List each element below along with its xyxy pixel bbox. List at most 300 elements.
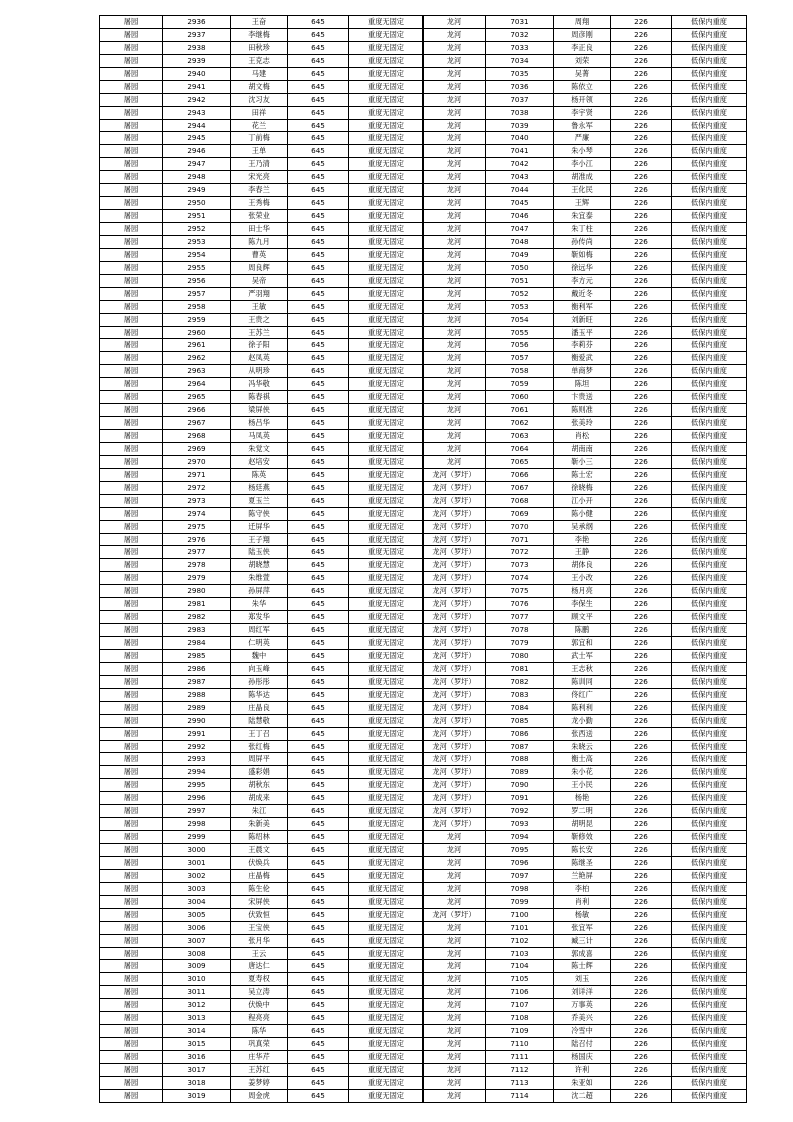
table-row [423,442,747,455]
id-cell: 7074 [486,572,554,585]
right-table-body [423,16,747,1103]
town-cell: 龙河 [423,339,486,352]
id-cell: 2974 [163,507,231,520]
town-cell: 龙河 [423,80,486,93]
table-row [423,688,747,701]
name-cell: 胡晓慧 [231,559,288,572]
category-cell: 重度无固定 [349,611,424,624]
name-cell: 王小改 [554,572,611,585]
table-row [100,210,424,223]
name-cell: 杨国庆 [554,1051,611,1064]
town-cell: 屠园 [100,844,163,857]
name-cell: 朱丁柱 [554,223,611,236]
name-cell: 卞贵送 [554,391,611,404]
category-cell: 重度无固定 [349,158,424,171]
amount-cell: 645 [288,93,349,106]
town-cell: 龙河（罗圩） [423,559,486,572]
table-row [423,856,747,869]
table-row [423,973,747,986]
id-cell: 2968 [163,430,231,443]
amount-cell: 645 [288,184,349,197]
amount-cell: 226 [611,662,672,675]
amount-cell: 645 [288,727,349,740]
category-cell: 低保内重度 [672,235,747,248]
name-cell: 乔美兴 [554,1012,611,1025]
table-row [423,934,747,947]
town-cell: 屠园 [100,533,163,546]
town-cell: 龙河 [423,235,486,248]
table-row [100,831,424,844]
name-cell: 孙彤彤 [231,675,288,688]
amount-cell: 226 [611,184,672,197]
category-cell: 重度无固定 [349,442,424,455]
name-cell: 刘新旺 [554,313,611,326]
id-cell: 7039 [486,119,554,132]
id-cell: 7106 [486,986,554,999]
category-cell: 低保内重度 [672,934,747,947]
amount-cell: 226 [611,235,672,248]
town-cell: 龙河 [423,210,486,223]
table-row [100,649,424,662]
amount-cell: 645 [288,1012,349,1025]
id-cell: 2988 [163,688,231,701]
table-row [423,1076,747,1089]
table-row [100,999,424,1012]
table-row [423,93,747,106]
amount-cell: 645 [288,844,349,857]
name-cell: 王苏兰 [231,326,288,339]
id-cell: 3011 [163,986,231,999]
id-cell: 2996 [163,792,231,805]
category-cell: 低保内重度 [672,637,747,650]
name-cell: 靳修效 [554,831,611,844]
id-cell: 7035 [486,67,554,80]
table-row [100,235,424,248]
name-cell: 陆召付 [554,1038,611,1051]
amount-cell: 645 [288,197,349,210]
category-cell: 重度无固定 [349,67,424,80]
id-cell: 7082 [486,675,554,688]
amount-cell: 226 [611,831,672,844]
table-row [423,766,747,779]
table-row [100,727,424,740]
id-cell: 2993 [163,753,231,766]
category-cell: 重度无固定 [349,637,424,650]
id-cell: 7052 [486,287,554,300]
amount-cell: 226 [611,210,672,223]
id-cell: 2976 [163,533,231,546]
name-cell: 徐晓梅 [554,481,611,494]
amount-cell: 645 [288,960,349,973]
table-row [423,585,747,598]
id-cell: 2981 [163,598,231,611]
town-cell: 龙河 [423,1076,486,1089]
id-cell: 2983 [163,624,231,637]
name-cell: 鲁永军 [554,119,611,132]
id-cell: 7084 [486,701,554,714]
town-cell: 龙河（罗圩） [423,572,486,585]
id-cell: 2960 [163,326,231,339]
amount-cell: 226 [611,1051,672,1064]
name-cell: 杨开领 [554,93,611,106]
id-cell: 2954 [163,248,231,261]
id-cell: 7105 [486,973,554,986]
category-cell: 低保内重度 [672,41,747,54]
category-cell: 重度无固定 [349,404,424,417]
amount-cell: 226 [611,546,672,559]
category-cell: 低保内重度 [672,54,747,67]
amount-cell: 226 [611,391,672,404]
table-row [423,507,747,520]
category-cell: 低保内重度 [672,80,747,93]
name-cell: 张西送 [554,727,611,740]
table-row [100,895,424,908]
amount-cell: 226 [611,119,672,132]
id-cell: 7056 [486,339,554,352]
table-row [423,28,747,41]
town-cell: 屠园 [100,1076,163,1089]
table-row [423,921,747,934]
amount-cell: 645 [288,533,349,546]
town-cell: 龙河（罗圩） [423,675,486,688]
town-cell: 龙河 [423,352,486,365]
name-cell: 陈生伦 [231,882,288,895]
amount-cell: 645 [288,67,349,80]
town-cell: 龙河 [423,287,486,300]
amount-cell: 645 [288,598,349,611]
table-row [423,16,747,29]
id-cell: 2979 [163,572,231,585]
table-row [423,520,747,533]
amount-cell: 226 [611,649,672,662]
name-cell: 吴立涛 [231,986,288,999]
table-row [100,1076,424,1089]
name-cell: 罗二明 [554,805,611,818]
name-cell: 胡秋东 [231,779,288,792]
category-cell: 低保内重度 [672,507,747,520]
table-row [423,223,747,236]
town-cell: 屠园 [100,585,163,598]
town-cell: 屠园 [100,520,163,533]
id-cell: 7104 [486,960,554,973]
name-cell: 李宇贤 [554,106,611,119]
name-cell: 伏致恒 [231,908,288,921]
amount-cell: 226 [611,818,672,831]
id-cell: 7040 [486,132,554,145]
town-cell: 龙河 [423,158,486,171]
amount-cell: 226 [611,378,672,391]
id-cell: 2953 [163,235,231,248]
id-cell: 2999 [163,831,231,844]
name-cell: 胡明昆 [554,818,611,831]
amount-cell: 226 [611,481,672,494]
name-cell: 庄华芹 [231,1051,288,1064]
name-cell: 武士军 [554,649,611,662]
town-cell: 龙河 [423,1025,486,1038]
table-row [100,792,424,805]
town-cell: 屠园 [100,766,163,779]
amount-cell: 226 [611,287,672,300]
table-row [423,300,747,313]
category-cell: 重度无固定 [349,184,424,197]
town-cell: 龙河 [423,1012,486,1025]
table-row [423,831,747,844]
table-row [100,934,424,947]
id-cell: 2990 [163,714,231,727]
amount-cell: 226 [611,93,672,106]
category-cell: 重度无固定 [349,1012,424,1025]
category-cell: 低保内重度 [672,701,747,714]
table-row [423,533,747,546]
town-cell: 龙河 [423,119,486,132]
category-cell: 重度无固定 [349,287,424,300]
name-cell: 冯华敬 [231,378,288,391]
id-cell: 2948 [163,171,231,184]
id-cell: 7100 [486,908,554,921]
amount-cell: 645 [288,171,349,184]
name-cell: 张红梅 [231,740,288,753]
town-cell: 屠园 [100,895,163,908]
name-cell: 李正良 [554,41,611,54]
name-cell: 杨敏 [554,908,611,921]
id-cell: 2986 [163,662,231,675]
category-cell: 重度无固定 [349,649,424,662]
amount-cell: 645 [288,831,349,844]
id-cell: 7057 [486,352,554,365]
id-cell: 2969 [163,442,231,455]
category-cell: 重度无固定 [349,779,424,792]
id-cell: 3003 [163,882,231,895]
category-cell: 低保内重度 [672,119,747,132]
town-cell: 屠园 [100,106,163,119]
table-row [100,688,424,701]
amount-cell: 645 [288,753,349,766]
amount-cell: 226 [611,533,672,546]
left-table-body [100,16,424,1103]
category-cell: 重度无固定 [349,248,424,261]
amount-cell: 226 [611,779,672,792]
name-cell: 吴菁 [554,67,611,80]
name-cell: 刘玉 [554,973,611,986]
amount-cell: 226 [611,585,672,598]
name-cell: 刘荣 [554,54,611,67]
id-cell: 2967 [163,417,231,430]
table-row [423,572,747,585]
amount-cell: 645 [288,947,349,960]
town-cell: 龙河 [423,197,486,210]
table-row [423,326,747,339]
id-cell: 7080 [486,649,554,662]
category-cell: 重度无固定 [349,947,424,960]
category-cell: 重度无固定 [349,559,424,572]
amount-cell: 645 [288,119,349,132]
table-row [100,844,424,857]
amount-cell: 226 [611,274,672,287]
id-cell: 7088 [486,753,554,766]
town-cell: 屠园 [100,145,163,158]
amount-cell: 226 [611,520,672,533]
amount-cell: 645 [288,701,349,714]
amount-cell: 645 [288,624,349,637]
id-cell: 2973 [163,494,231,507]
town-cell: 屠园 [100,300,163,313]
id-cell: 7051 [486,274,554,287]
town-cell: 龙河（罗圩） [423,908,486,921]
town-cell: 屠园 [100,417,163,430]
table-row [100,313,424,326]
category-cell: 低保内重度 [672,792,747,805]
name-cell: 朱亚如 [554,1076,611,1089]
category-cell: 低保内重度 [672,779,747,792]
amount-cell: 645 [288,287,349,300]
town-cell: 龙河（罗圩） [423,818,486,831]
town-cell: 屠园 [100,1025,163,1038]
name-cell: 田祥 [231,106,288,119]
name-cell: 杨月亮 [554,585,611,598]
amount-cell: 226 [611,611,672,624]
town-cell: 龙河 [423,391,486,404]
name-cell: 郭宜和 [554,637,611,650]
table-row [423,261,747,274]
amount-cell: 645 [288,28,349,41]
name-cell: 李保生 [554,598,611,611]
name-cell: 李春兰 [231,184,288,197]
id-cell: 7073 [486,559,554,572]
name-cell: 衡士高 [554,753,611,766]
town-cell: 龙河 [423,404,486,417]
amount-cell: 645 [288,649,349,662]
name-cell: 迁屏华 [231,520,288,533]
table-row [423,999,747,1012]
category-cell: 低保内重度 [672,28,747,41]
category-cell: 低保内重度 [672,999,747,1012]
category-cell: 重度无固定 [349,1038,424,1051]
id-cell: 2964 [163,378,231,391]
amount-cell: 645 [288,662,349,675]
table-row [423,197,747,210]
category-cell: 低保内重度 [672,947,747,960]
category-cell: 重度无固定 [349,688,424,701]
table-row [100,274,424,287]
town-cell: 屠园 [100,67,163,80]
amount-cell: 645 [288,714,349,727]
category-cell: 低保内重度 [672,611,747,624]
name-cell: 陈长安 [554,844,611,857]
town-cell: 龙河 [423,326,486,339]
category-cell: 重度无固定 [349,28,424,41]
town-cell: 屠园 [100,494,163,507]
category-cell: 重度无固定 [349,507,424,520]
amount-cell: 226 [611,1012,672,1025]
category-cell: 低保内重度 [672,831,747,844]
name-cell: 王辉 [554,197,611,210]
town-cell: 屠园 [100,869,163,882]
amount-cell: 645 [288,132,349,145]
town-cell: 龙河 [423,1089,486,1102]
id-cell: 7113 [486,1076,554,1089]
category-cell: 低保内重度 [672,585,747,598]
category-cell: 重度无固定 [349,1051,424,1064]
category-cell: 低保内重度 [672,598,747,611]
table-row [423,67,747,80]
table-row [423,714,747,727]
id-cell: 7078 [486,624,554,637]
town-cell: 屠园 [100,818,163,831]
table-row [100,947,424,960]
name-cell: 潘玉平 [554,326,611,339]
amount-cell: 226 [611,869,672,882]
name-cell: 向玉峰 [231,662,288,675]
town-cell: 屠园 [100,248,163,261]
table-row [100,93,424,106]
id-cell: 7103 [486,947,554,960]
table-row [423,404,747,417]
name-cell: 朱小琴 [554,145,611,158]
town-cell: 屠园 [100,80,163,93]
category-cell: 低保内重度 [672,895,747,908]
amount-cell: 226 [611,223,672,236]
id-cell: 7046 [486,210,554,223]
name-cell: 王化民 [554,184,611,197]
category-cell: 重度无固定 [349,417,424,430]
category-cell: 重度无固定 [349,326,424,339]
name-cell: 龙小勤 [554,714,611,727]
table-row [423,417,747,430]
table-row [423,1051,747,1064]
town-cell: 屠园 [100,559,163,572]
category-cell: 重度无固定 [349,533,424,546]
town-cell: 屠园 [100,688,163,701]
category-cell: 重度无固定 [349,714,424,727]
category-cell: 低保内重度 [672,960,747,973]
category-cell: 重度无固定 [349,624,424,637]
town-cell: 龙河 [423,28,486,41]
category-cell: 低保内重度 [672,378,747,391]
amount-cell: 226 [611,158,672,171]
category-cell: 低保内重度 [672,753,747,766]
town-cell: 屠园 [100,313,163,326]
id-cell: 7041 [486,145,554,158]
table-row [423,649,747,662]
name-cell: 严羽翔 [231,287,288,300]
name-cell: 郑发华 [231,611,288,624]
name-cell: 徐远华 [554,261,611,274]
id-cell: 3000 [163,844,231,857]
name-cell: 江小开 [554,494,611,507]
town-cell: 屠园 [100,637,163,650]
category-cell: 低保内重度 [672,313,747,326]
name-cell: 戴近冬 [554,287,611,300]
town-cell: 屠园 [100,158,163,171]
name-cell: 马凤英 [231,430,288,443]
town-cell: 龙河（罗圩） [423,688,486,701]
name-cell: 肖利 [554,895,611,908]
name-cell: 周金虎 [231,1089,288,1102]
id-cell: 7076 [486,598,554,611]
amount-cell: 645 [288,391,349,404]
amount-cell: 645 [288,261,349,274]
name-cell: 冷雪中 [554,1025,611,1038]
table-row [423,805,747,818]
id-cell: 2977 [163,546,231,559]
table-row [423,468,747,481]
id-cell: 2992 [163,740,231,753]
id-cell: 7047 [486,223,554,236]
id-cell: 2950 [163,197,231,210]
id-cell: 2940 [163,67,231,80]
table-row [423,986,747,999]
id-cell: 7031 [486,16,554,29]
